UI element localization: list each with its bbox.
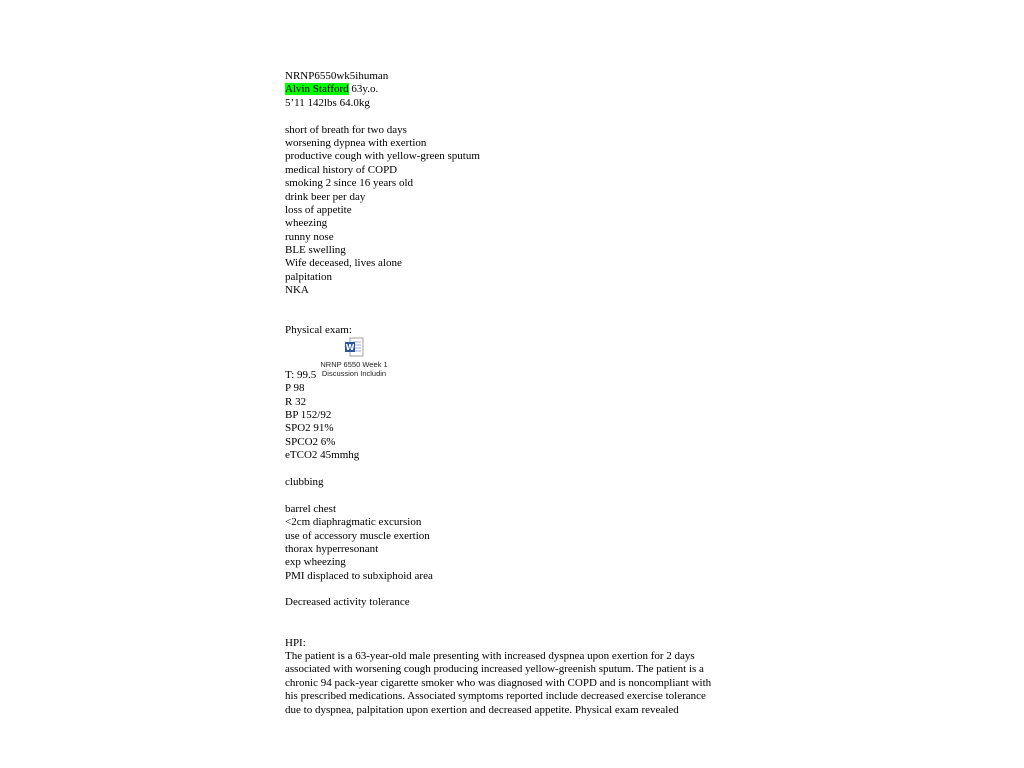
exam-findings-list: [285, 503, 745, 583]
symptom-item: Wife deceased, lives alone: [285, 257, 402, 270]
symptom-item: runny nose: [285, 230, 334, 243]
embedded-file-caption: [316, 360, 392, 378]
symptom-list: [285, 124, 745, 298]
embedded-caption-line: NRNP 6550 Week 1: [320, 359, 388, 369]
vital-item: P 98: [285, 382, 305, 395]
symptom-item: loss of appetite: [285, 203, 352, 216]
symptom-item: worsening dypnea with exertion: [285, 136, 427, 149]
symptom-item: NKA: [285, 284, 309, 297]
embedded-caption-line: Discussion Includin: [321, 368, 387, 378]
exam-finding: use of accessory muscle exertion: [285, 529, 430, 542]
vital-item: T: 99.5: [285, 368, 317, 381]
symptom-item: productive cough with yellow-green sputum: [285, 150, 480, 163]
exam-finding: PMI displaced to subxiphoid area: [285, 569, 433, 582]
symptom-item: wheezing: [285, 217, 328, 230]
physical-exam-heading: Physical exam:: [285, 324, 352, 337]
activity-tolerance: Decreased activity tolerance: [285, 596, 410, 609]
symptom-item: palpitation: [285, 270, 333, 283]
document-code: NRNP6550wk5ihuman: [285, 70, 389, 82]
exam-finding: <2cm diaphragmatic excursion: [285, 516, 422, 529]
patient-measurements: 5’11 142lbs 64.0kg: [285, 96, 370, 109]
vital-item: SPCO2 6%: [285, 435, 336, 448]
exam-finding: exp wheezing: [285, 556, 346, 569]
hpi-line: his prescribed medications. Associated symptoms reported include decreased exercise tolerance: [285, 690, 706, 703]
vital-item: R 32: [285, 395, 307, 408]
vital-item: SPO2 91%: [285, 422, 334, 435]
symptom-item: medical history of COPD: [285, 163, 398, 176]
patient-name-highlight: Alvin Stafford: [285, 83, 349, 96]
exam-finding: barrel chest: [285, 502, 336, 515]
hpi-line: chronic 94 pack-year cigarette smoker who was diagnosed with COPD and is noncompliant with: [285, 676, 712, 689]
symptom-item: smoking 2 since 16 years old: [285, 177, 414, 190]
embedded-object-area: [285, 338, 745, 378]
symptom-item: drink beer per day: [285, 190, 366, 203]
vital-item: eTCO2 45mmhg: [285, 449, 360, 462]
document-body: [285, 70, 745, 717]
clubbing-finding: clubbing: [285, 475, 324, 488]
hpi-line: associated with worsening cough producing increased yellow-greenish sputum. The patient is a: [285, 663, 704, 676]
hpi-line: The patient is a 63-year-old male presenting with increased dyspnea upon exertion for 2 days: [285, 650, 695, 663]
exam-finding: thorax hyperresonant: [285, 542, 379, 555]
hpi-line: due to dyspnea, palpitation upon exertion and decreased appetite. Physical exam revealed: [285, 703, 679, 716]
patient-line: [285, 83, 745, 96]
symptom-item: short of breath for two days: [285, 123, 407, 136]
embedded-word-file[interactable]: [316, 337, 396, 378]
hpi-paragraph: [285, 650, 735, 717]
symptom-item: BLE swelling: [285, 244, 346, 257]
patient-age: 63y.o.: [348, 83, 379, 96]
vitals-list: [285, 369, 745, 463]
vital-item: BP 152/92: [285, 409, 332, 421]
hpi-heading: HPI:: [285, 636, 306, 649]
word-document-icon: [344, 337, 364, 357]
svg-text:W: W: [345, 342, 355, 352]
